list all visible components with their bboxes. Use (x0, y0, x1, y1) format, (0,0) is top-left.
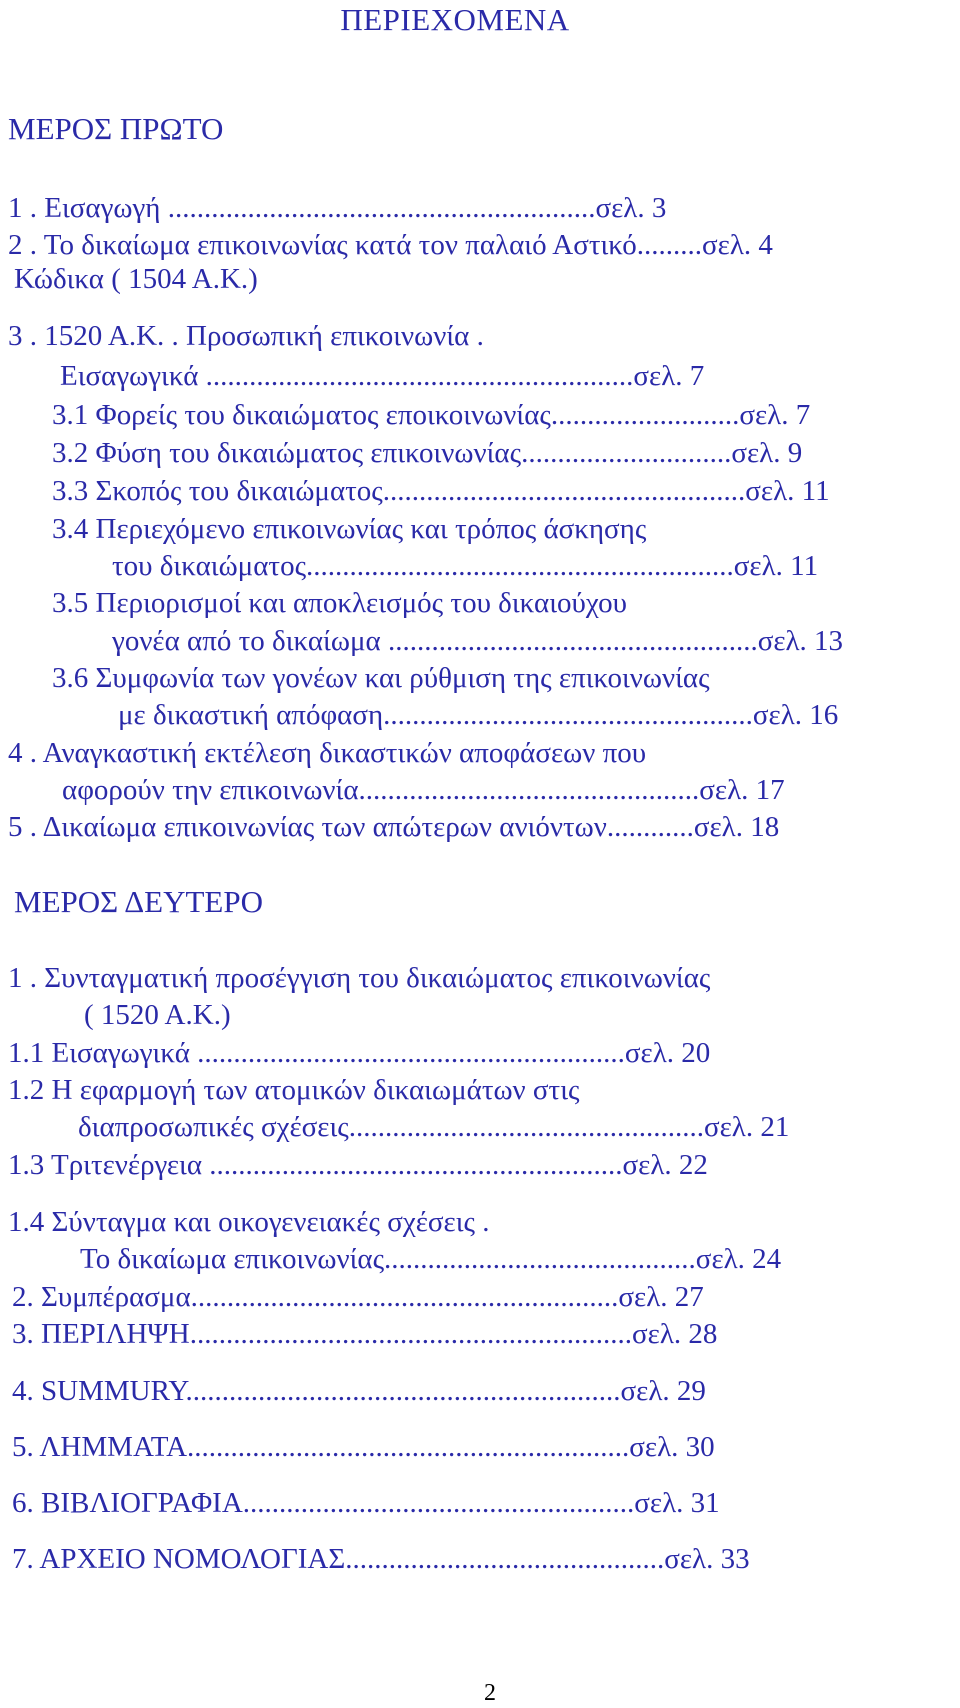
toc-entry: 3. ΠΕΡΙΛΗΨΗ.............................................................σελ. 28 (12, 1318, 718, 1350)
toc-entry: Εισαγωγικά ...........................................................σελ. 7 (60, 360, 705, 392)
toc-entry: 3.3 Σκοπός του δικαιώματος..................................................σελ. 11 (52, 475, 830, 507)
toc-entry: 2. Συμπέρασμα...........................................................σελ. 27 (12, 1281, 704, 1313)
toc-entry: 1 . Εισαγωγή ...........................................................σελ. 3 (8, 192, 667, 224)
toc-entry: 1.1 Εισαγωγικά ...........................................................σελ. 20 (8, 1037, 711, 1069)
toc-entry: 1 . Συνταγματική προσέγγιση του δικαιώματος επικοινωνίας (8, 962, 711, 994)
toc-entry: 4 . Αναγκαστική εκτέλεση δικαστικών αποφάσεων που (8, 737, 647, 769)
toc-entry: 1.2 Η εφαρμογή των ατομικών δικαιωμάτων στις (8, 1074, 580, 1106)
toc-entry-continuation: γονέα από το δικαίωμα ...................................................σελ. 13 (112, 625, 844, 657)
toc-entry-continuation: του δικαιώματος...........................................................σελ. 11 (112, 550, 819, 582)
toc-entry-continuation: διαπροσωπικές σχέσεις.................................................σελ. 21 (78, 1111, 790, 1143)
toc-entry: 3.4 Περιεχόμενο επικοινωνίας και τρόπος άσκησης (52, 513, 647, 545)
toc-entry: 4. SUMMURY............................................................σελ. 29 (12, 1375, 706, 1407)
toc-entry-continuation: αφορούν την επικοινωνία...............................................σελ. 17 (62, 774, 785, 806)
page-title: ΠΕΡΙΕΧΟΜΕΝΑ (340, 2, 570, 37)
toc-entry: 3 . 1520 Α.Κ. . Προσωπική επικοινωνία . (8, 320, 484, 352)
toc-entry-continuation: ( 1520 Α.Κ.) (84, 999, 231, 1031)
part-two-heading: ΜΕΡΟΣ ΔΕΥΤΕΡΟ (14, 884, 263, 919)
toc-entry: 1.4 Σύνταγμα και οικογενειακές σχέσεις . (8, 1206, 490, 1238)
toc-entry-continuation: με δικαστική απόφαση...................................................σελ. 16 (118, 699, 839, 731)
toc-entry: 2 . Το δικαίωμα επικοινωνίας κατά τον παλαιό Αστικό.........σελ. 4 (8, 229, 773, 261)
toc-entry: 6. ΒΙΒΛΙΟΓΡΑΦΙΑ......................................................σελ. 31 (12, 1487, 720, 1519)
toc-entry-continuation: Το δικαίωμα επικοινωνίας...........................................σελ. 24 (80, 1243, 782, 1275)
toc-entry: 3.6 Συμφωνία των γονέων και ρύθμιση της επικοινωνίας (52, 662, 710, 694)
toc-entry: 5 . Δικαίωμα επικοινωνίας των απώτερων ανιόντων............σελ. 18 (8, 811, 780, 843)
toc-entry-continuation: Κώδικα ( 1504 Α.Κ.) (14, 263, 258, 295)
toc-entry: 1.3 Τριτενέργεια .........................................................σελ. 22 (8, 1149, 708, 1181)
toc-entry: 3.5 Περιορισμοί και αποκλεισμός του δικαιούχου (52, 587, 627, 619)
page-number: 2 (484, 1680, 496, 1706)
toc-entry: 3.2 Φύση του δικαιώματος επικοινωνίας.............................σελ. 9 (52, 437, 803, 469)
toc-entry: 3.1 Φορείς του δικαιώματος εποικοινωνίας..........................σελ. 7 (52, 399, 811, 431)
toc-entry: 5. ΛΗΜΜΑΤΑ.............................................................σελ. 30 (12, 1431, 715, 1463)
toc-entry: 7. ΑΡΧΕΙΟ ΝΟΜΟΛΟΓΙΑΣ............................................σελ. 33 (12, 1543, 750, 1575)
part-one-heading: ΜΕΡΟΣ ΠΡΩΤΟ (8, 111, 224, 146)
